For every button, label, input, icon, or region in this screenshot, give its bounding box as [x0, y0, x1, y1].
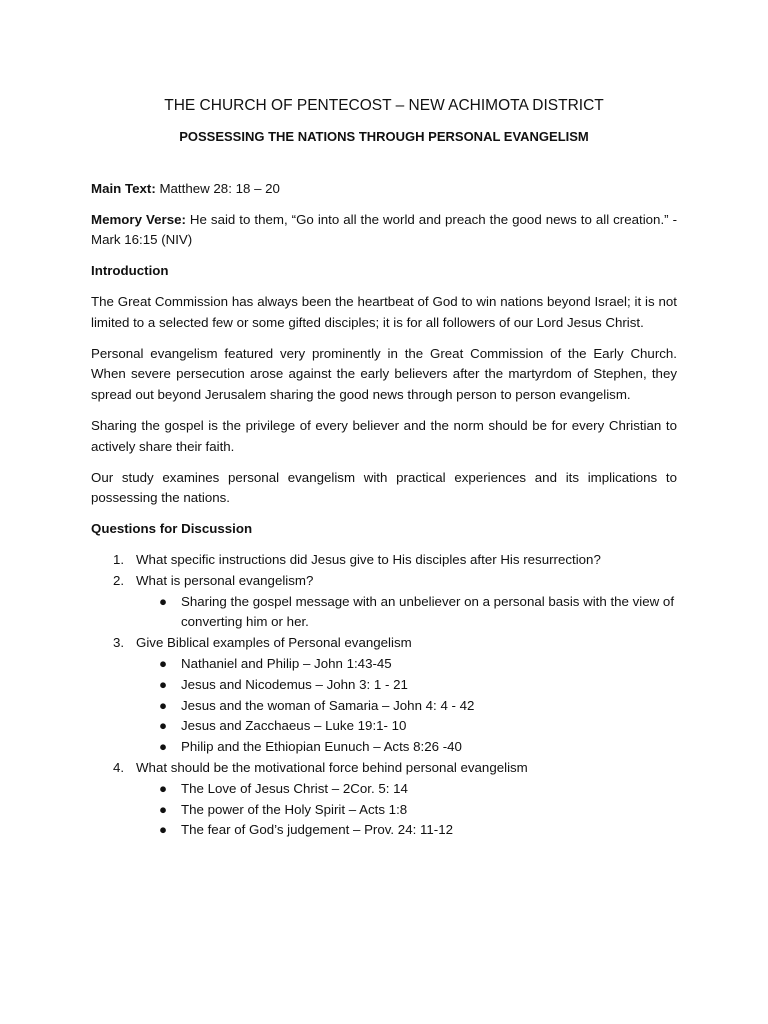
question-number: 2. [113, 572, 125, 588]
question-item [113, 571, 677, 633]
question-number: 3. [113, 635, 125, 651]
question-number: 1. [113, 551, 125, 567]
answer-bullets [136, 592, 677, 634]
answer-bullet-item [159, 696, 677, 717]
answer-bullets [136, 654, 677, 758]
question-text: What specific instructions did Jesus give to His disciples after His resurrection? [136, 551, 601, 567]
bullet-icon: ● [159, 593, 168, 609]
bullet-icon: ● [159, 822, 168, 838]
main-text-label: Main Text: [91, 180, 156, 196]
main-text-value: Matthew 28: 18 – 20 [155, 180, 280, 196]
answer-bullet-text: Nathaniel and Philip – John 1:43-45 [181, 655, 392, 671]
answer-bullet-text: Jesus and Nicodemus – John 3: 1 - 21 [181, 676, 408, 692]
introduction-heading: Introduction [91, 263, 169, 279]
bullet-icon: ● [159, 739, 168, 755]
answer-bullet-item [159, 675, 677, 696]
intro-paragraph: Sharing the gospel is the privilege of every believer and the norm should be for every Christian to actively share their faith. [91, 417, 677, 454]
question-item [113, 550, 677, 571]
document-title: THE CHURCH OF PENTECOST – NEW ACHIMOTA DISTRICT [164, 97, 604, 114]
answer-bullet-text: Jesus and Zacchaeus – Luke 19:1- 10 [181, 718, 407, 734]
answer-bullet-item [159, 654, 677, 675]
bullet-icon: ● [159, 718, 168, 734]
question-item [113, 633, 677, 758]
answer-bullets [136, 779, 677, 841]
answer-bullet-text: Philip and the Ethiopian Eunuch – Acts 8:26 -40 [181, 739, 462, 755]
answer-bullet-item [159, 800, 677, 821]
answer-bullet-text: Jesus and the woman of Samaria – John 4: 4 - 42 [181, 697, 475, 713]
memory-verse-line [91, 210, 677, 252]
answer-bullet-item [159, 716, 677, 737]
answer-bullet-item [159, 779, 677, 800]
answer-bullet-item [159, 820, 677, 841]
answer-bullet-item [159, 592, 677, 634]
bullet-icon: ● [159, 801, 168, 817]
main-text-line [91, 179, 677, 200]
bullet-icon: ● [159, 697, 168, 713]
answer-bullet-text: Sharing the gospel message with an unbeliever on a personal basis with the view of converting him or her. [181, 593, 675, 630]
intro-paragraph: Our study examines personal evangelism with practical experiences and its implications to possessing the nations. [91, 469, 677, 506]
questions-heading: Questions for Discussion [91, 521, 253, 537]
memory-verse-value: He said to them, “Go into all the world and preach the good news to all creation.” - Mark 16:15 (NIV) [91, 211, 677, 248]
question-text: What should be the motivational force behind personal evangelism [136, 759, 528, 775]
question-text: What is personal evangelism? [136, 572, 314, 588]
intro-paragraph: Personal evangelism featured very prominently in the Great Commission of the Early Church. When severe persecution arose against the early believers after the martyrdom of Stephen, they spread out beyond Jerusalem sharing the good news through person to person evangelism. [91, 345, 677, 403]
answer-bullet-text: The power of the Holy Spirit – Acts 1:8 [181, 801, 408, 817]
bullet-icon: ● [159, 655, 168, 671]
answer-bullet-text: The Love of Jesus Christ – 2Cor. 5: 14 [181, 780, 408, 796]
question-item [113, 758, 677, 841]
memory-verse-label: Memory Verse: [91, 211, 186, 227]
answer-bullet-text: The fear of God’s judgement – Prov. 24: 11-12 [181, 822, 454, 838]
intro-paragraph: The Great Commission has always been the heartbeat of God to win nations beyond Israel; it is not limited to a selected few or some gifted disciples; it is for all followers of our Lord Jesus Christ. [91, 293, 677, 330]
bullet-icon: ● [159, 676, 168, 692]
answer-bullet-item [159, 737, 677, 758]
question-number: 4. [113, 759, 125, 775]
question-text: Give Biblical examples of Personal evangelism [136, 635, 412, 651]
questions-list [91, 550, 677, 841]
document-subtitle: POSSESSING THE NATIONS THROUGH PERSONAL EVANGELISM [179, 129, 589, 144]
bullet-icon: ● [159, 780, 168, 796]
